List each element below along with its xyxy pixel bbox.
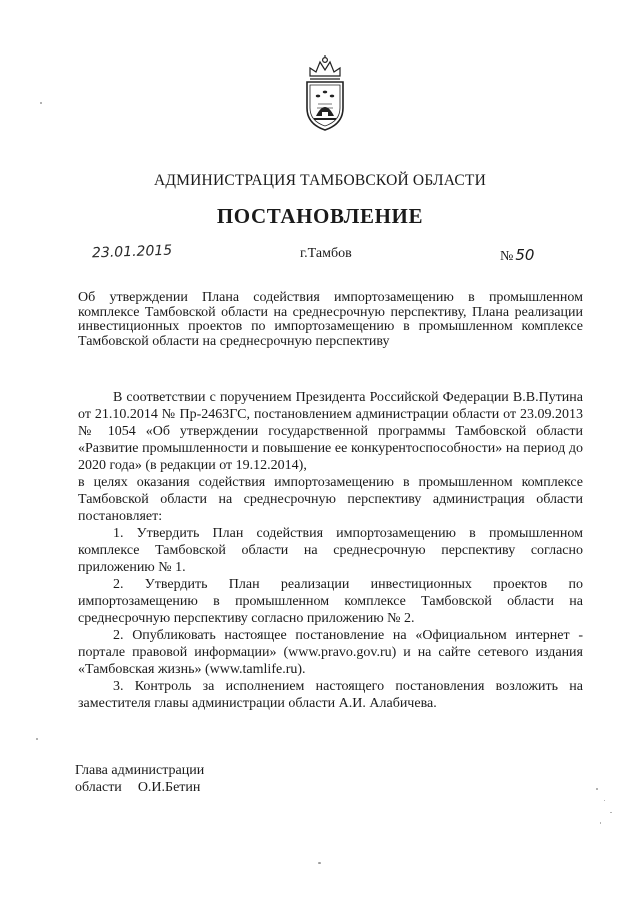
scan-speck — [40, 102, 42, 104]
scan-speck — [600, 822, 601, 824]
scan-speck — [36, 738, 38, 740]
tambov-coat-of-arms-icon — [296, 54, 354, 132]
scan-speck — [604, 800, 605, 801]
signatory-title-line2 — [75, 779, 204, 796]
resolution-item-3: 2. Опубликовать настоящее постановление на «Официальном интернет - портале правовой информации» (www.pravo.gov.ru) и на сайте сетевого издания «Тамбовская жизнь» (www.tamlife.ru). — [78, 628, 583, 677]
document-body — [78, 389, 583, 712]
scan-speck — [318, 862, 321, 864]
resolution-item-1: 1. Утвердить План содействия импортозамещению в промышленном комплексе Тамбовской области на среднесрочную перспективу согласно приложению № 1. — [78, 526, 583, 575]
document-number — [500, 246, 534, 265]
scan-speck — [610, 812, 612, 813]
signature-block — [75, 762, 204, 796]
document-city: г.Тамбов — [300, 246, 352, 261]
signatory-name: О.И.Бетин — [137, 780, 201, 795]
document-subject: Об утверждении Плана содействия импортозамещению в промышленном комплексе Тамбовской области на среднесрочную перспективу, Плана реализации инвестиционных проектов по импортозамещению в промышленном комплексе Тамбовской области на среднесрочную перспективу — [78, 290, 583, 349]
document-type-title: ПОСТАНОВЛЕНИЕ — [216, 204, 424, 228]
signatory-title-line1: Глава администрации — [75, 763, 205, 778]
resolution-item-4: 3. Контроль за исполнением настоящего постановления возложить на заместителя главы администрации области А.И. Алабичева. — [78, 679, 583, 711]
preamble-continuation: в целях оказания содействия импортозамещению в промышленном комплексе Тамбовской области на среднесрочную перспективу администрация области постановляет: — [78, 475, 583, 524]
document-number-prefix: № — [500, 249, 514, 264]
preamble-paragraph: В соответствии с поручением Президента Российской Федерации В.В.Путина от 21.10.2014 № Пр-2463ГС, постановлением администрации области от 23.09.2013 № 1054 «Об утверждении государственной программы Тамбовской области «Развитие промышленности и повышение ее конкурентоспособности» на период до 2020 года» (в редакции от 19.12.2014), — [78, 390, 583, 473]
scan-speck — [596, 788, 598, 790]
signatory-title-area: области — [75, 780, 122, 795]
document-date: 23.01.2015 — [91, 242, 173, 262]
document-number-value: 50 — [515, 246, 535, 264]
resolution-item-2: 2. Утвердить План реализации инвестиционных проектов по импортозамещению в промышленном комплексе Тамбовской области на среднесрочную перспективу согласно приложению № 2. — [78, 577, 583, 626]
organization-name: АДМИНИСТРАЦИЯ ТАМБОВСКОЙ ОБЛАСТИ — [154, 172, 486, 189]
